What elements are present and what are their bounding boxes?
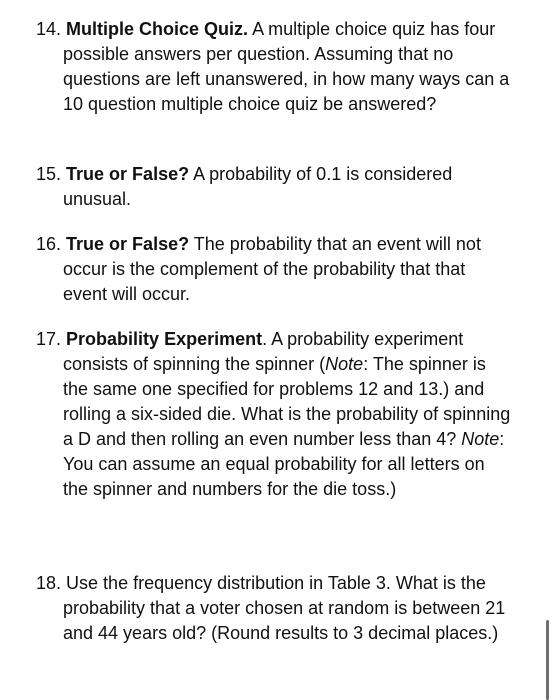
- problem-title: Multiple Choice Quiz.: [66, 19, 249, 39]
- problem-18: [36, 571, 513, 646]
- problem-15: [36, 162, 513, 212]
- problem-number: 15.: [36, 164, 62, 184]
- problem-number: 14.: [36, 19, 62, 39]
- note-label: Note: [325, 354, 364, 374]
- problem-text: . A probability experiment consists of spinning the spinner (: [63, 329, 464, 374]
- problem-text: Use the frequency distribution in Table 3. What is the probability that a voter chosen at random is between 21 and 44 years old? (Round results to 3 decimal places.): [63, 573, 506, 643]
- problem-number: 16.: [36, 234, 62, 254]
- problem-16: [36, 232, 513, 307]
- problem-title: True or False?: [66, 234, 190, 254]
- note-text: : You can assume an equal probability for all letters on the spinner and numbers for the die toss.): [63, 429, 505, 499]
- problem-text: A probability of 0.1 is considered unusual.: [63, 164, 453, 209]
- problem-number: 18.: [36, 573, 62, 593]
- problem-text: A multiple choice quiz has four possible answers per question. Assuming that no questions are left unanswered, in how many ways can a 10 question multiple choice quiz be answered?: [63, 19, 510, 114]
- problem-number: 17.: [36, 329, 62, 349]
- problem-14: [36, 17, 513, 117]
- scrollbar[interactable]: [546, 620, 549, 700]
- note-label: Note: [461, 429, 500, 449]
- problem-text: The probability that an event will not occur is the complement of the probability that that event will occur.: [63, 234, 481, 304]
- problem-17: [36, 327, 513, 502]
- note-text: : The spinner is the same one specified for problems 12 and 13.) and rolling a six-sided die. What is the probability of spinning a D and then rolling an even number less than 4?: [63, 354, 511, 449]
- problem-title: True or False?: [66, 164, 190, 184]
- problem-title: Probability Experiment: [66, 329, 263, 349]
